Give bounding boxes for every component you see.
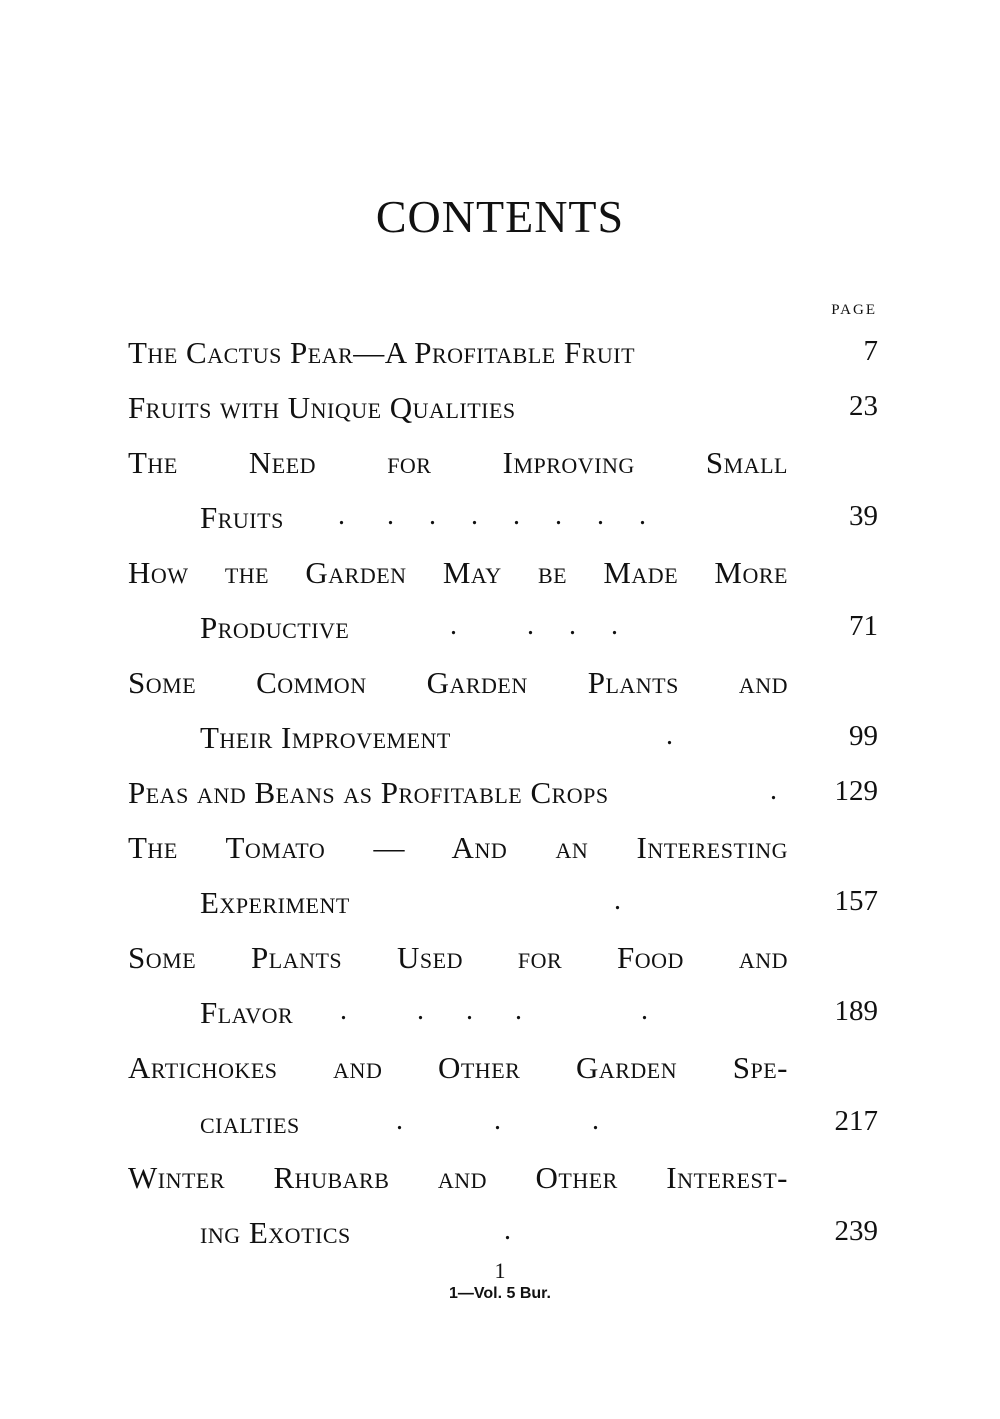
leader-dots: . . . .	[450, 610, 618, 641]
toc-entry-title: The Cactus Pear—A Profitable Fruit	[128, 335, 636, 370]
toc-entry-title-cont: Flavor	[200, 995, 294, 1030]
toc-entry	[128, 390, 878, 430]
toc-page-number: 71	[849, 610, 878, 642]
toc-entry-title: Winter Rhubarb and Other Interest-	[128, 1160, 788, 1195]
toc-page-number: 129	[834, 775, 878, 807]
toc-entry	[128, 830, 878, 870]
toc-entry	[128, 335, 878, 375]
toc-entry-title: Some Plants Used for Food and	[128, 940, 788, 975]
signature-mark: 1—Vol. 5 Bur.	[449, 1285, 551, 1302]
toc-entry-continuation	[128, 720, 878, 760]
toc-entry-continuation	[128, 1105, 878, 1145]
toc-entry-continuation	[128, 995, 878, 1035]
toc-entry-continuation	[128, 610, 878, 650]
toc-entry-continuation	[128, 885, 878, 925]
leader-dots: . . . . . . . .	[338, 500, 646, 531]
toc-entry	[128, 445, 878, 485]
toc-entry-title: The Need for Improving Small	[128, 445, 788, 480]
toc-entry-title: The Tomato — And an Interesting	[128, 830, 788, 865]
leader-dots: .	[770, 775, 777, 806]
toc-page-number: 39	[849, 500, 878, 532]
toc-entry-continuation	[128, 1215, 878, 1255]
toc-page-number: 239	[834, 1215, 878, 1247]
toc-entry-title: Some Common Garden Plants and	[128, 665, 788, 700]
toc-page-number: 217	[834, 1105, 878, 1137]
leader-dots: . . . . .	[340, 995, 648, 1026]
toc-entry-title: How the Garden May be Made More	[128, 555, 788, 590]
toc-entry	[128, 1160, 878, 1200]
toc-page-number: 157	[834, 885, 878, 917]
toc-entry-title-cont: Fruits	[200, 500, 284, 535]
page-column-label: PAGE	[831, 302, 877, 318]
toc-entry-title-cont: cialties	[200, 1105, 300, 1140]
leader-dots: .	[614, 885, 621, 916]
toc-entry-title-cont: Their Improvement	[200, 720, 451, 755]
toc-entry-title-cont: Productive	[200, 610, 350, 645]
toc-entry-continuation	[128, 500, 878, 540]
toc-entry	[128, 1050, 878, 1090]
toc-entry	[128, 665, 878, 705]
toc-page-number: 99	[849, 720, 878, 752]
toc-entry	[128, 940, 878, 980]
toc-entry-title: Peas and Beans as Profitable Crops	[128, 775, 609, 810]
toc-entry	[128, 775, 878, 815]
page-folio: 1	[494, 1258, 506, 1283]
toc-entry-title: Artichokes and Other Garden Spe-	[128, 1050, 788, 1085]
toc-entry-title-cont: ing Exotics	[200, 1215, 351, 1250]
toc-entry-title-cont: Experiment	[200, 885, 350, 920]
page-title: CONTENTS	[375, 191, 625, 242]
toc-page-number: 23	[849, 390, 878, 422]
toc-entry-title: Fruits with Unique Qualities	[128, 390, 516, 425]
toc-page-number: 189	[834, 995, 878, 1027]
toc-entry	[128, 555, 878, 595]
leader-dots: .	[504, 1215, 511, 1246]
toc-page-number: 7	[863, 335, 878, 367]
leader-dots: .	[666, 720, 673, 751]
leader-dots: . . .	[396, 1105, 599, 1136]
